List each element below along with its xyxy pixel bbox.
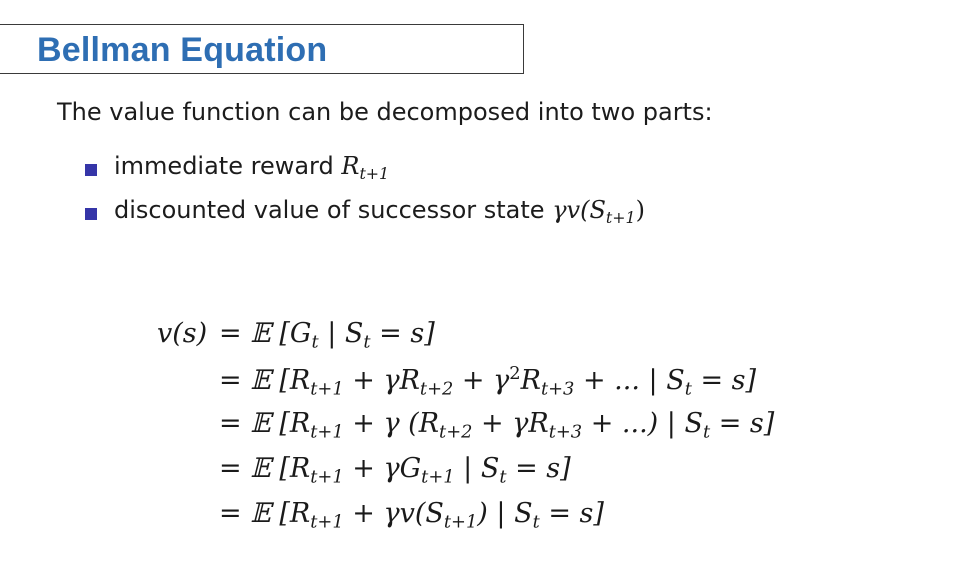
slide-title: Bellman Equation xyxy=(37,31,328,69)
bullet-math-tail: ) xyxy=(635,196,645,224)
equation-rhs: = 𝔼 [$R_{t+1} + \gamma$ ($R_{t+2} + \gamma R_{t+3}$ + ...) | $S_t = s$] xyxy=(219,408,775,443)
square-bullet-icon xyxy=(85,164,97,176)
bullet-math: R xyxy=(341,152,360,180)
equation-rhs: = 𝔼 [$R_{t+1} + \gamma v(S_{t+1})$ | $S_t = s$] xyxy=(219,498,604,533)
equation-rhs: = 𝔼 [$R_{t+1} + \gamma G_{t+1}$ | $S_t = s$] xyxy=(219,453,571,488)
square-bullet-icon xyxy=(85,208,97,220)
equation-rhs: = 𝔼 [$R_{t+1} + \gamma R_{t+2} + \gamma^2R_{t+3}$ + ... | $S_t = s$] xyxy=(219,363,757,400)
slide-title-box xyxy=(0,24,524,74)
bullet-math-subscript: t+1 xyxy=(605,208,636,228)
bullet-math-subscript: t+1 xyxy=(359,164,390,184)
bullet-math: γv(S xyxy=(552,196,606,224)
equation-rhs: = 𝔼 [$G_t$ | $S_t = s$] xyxy=(219,318,435,353)
equation-lhs: v(s) xyxy=(157,318,208,349)
bullet-label: immediate reward xyxy=(114,152,342,180)
bullet-label: discounted value of successor state xyxy=(114,196,553,224)
intro-text: The value function can be decomposed into two parts: xyxy=(57,98,713,126)
